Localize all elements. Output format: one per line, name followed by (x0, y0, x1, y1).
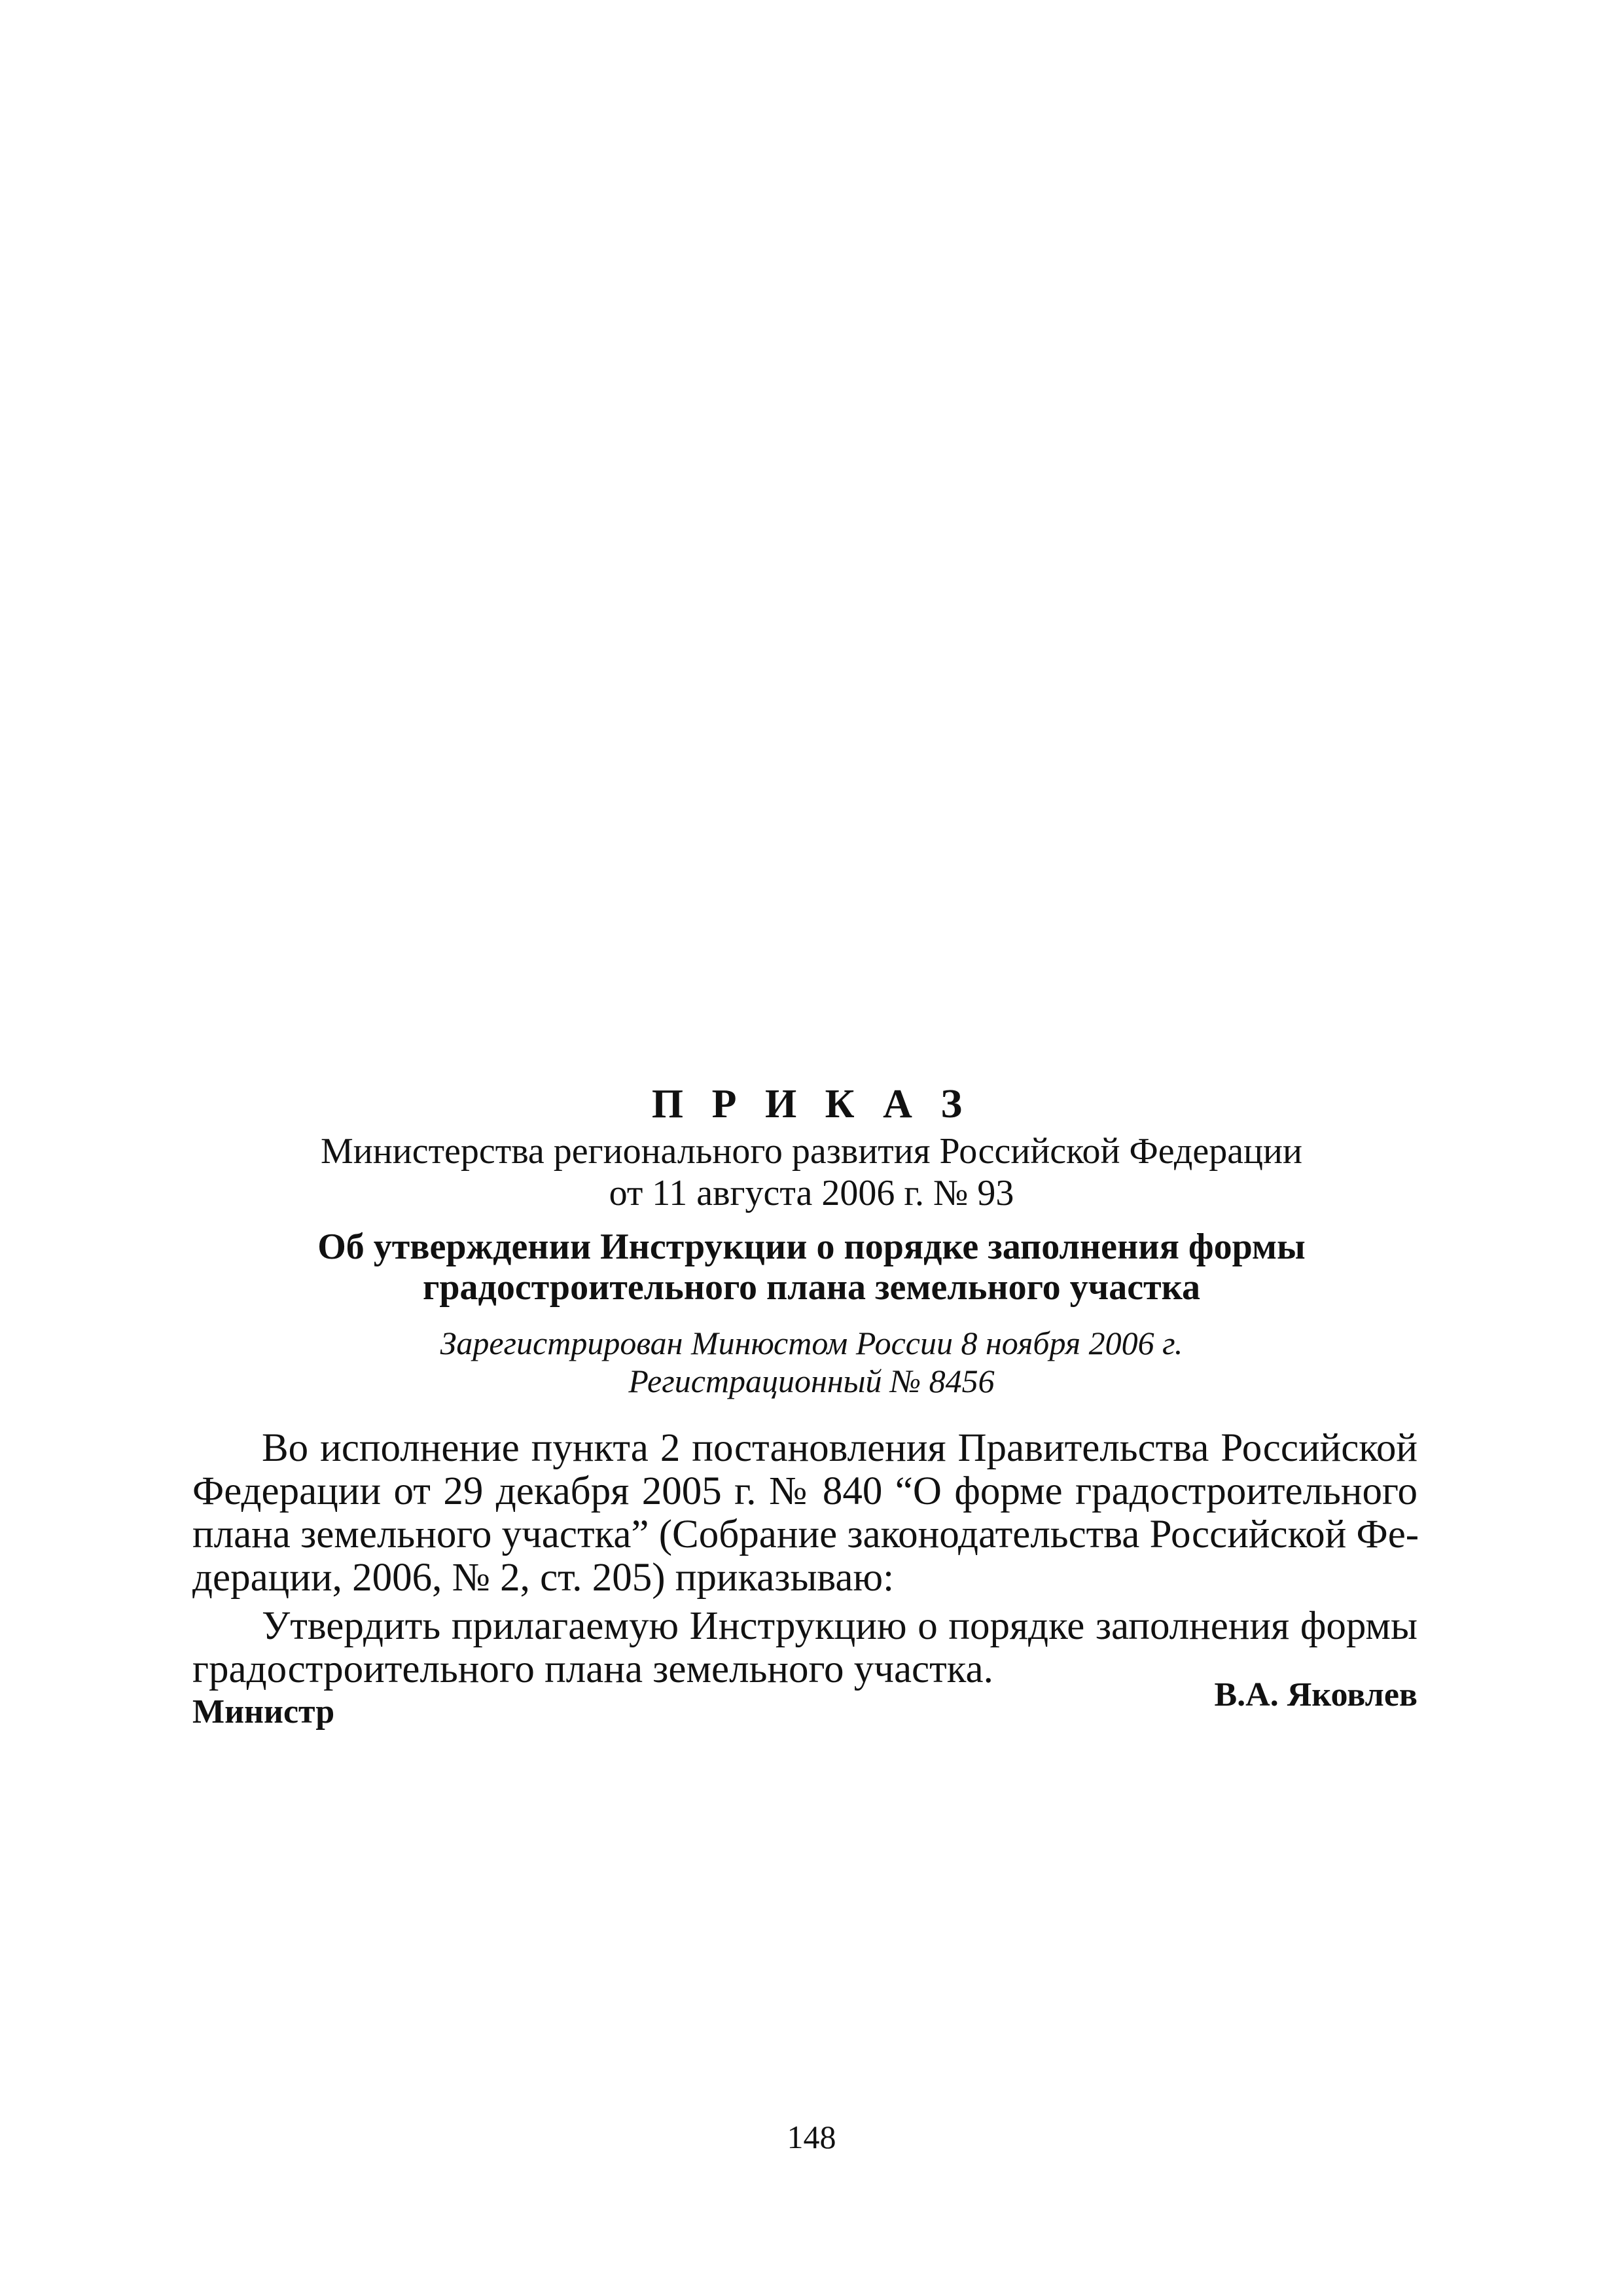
document-type-heading: П Р И К А З (651, 1082, 972, 1126)
paragraph-line: плана земельного участка” (Собрание законодательства Российской Фе- (192, 1513, 1419, 1556)
body-paragraph-preamble (192, 1427, 1418, 1600)
registration-line: Зарегистрирован Минюстом России 8 ноября 2006 г. (440, 1325, 1183, 1361)
registration-note (0, 1324, 1623, 1400)
paragraph-line: дерации, 2006, № 2, ст. 205) приказываю: (192, 1556, 895, 1600)
subject-line: градостроительного плана земельного участка (422, 1267, 1201, 1308)
signatory-name: В.А. Яковлев (1214, 1676, 1418, 1713)
paragraph-line: градостроительного плана земельного участка. (192, 1647, 993, 1691)
registration-line: Регистрационный № 8456 (628, 1363, 995, 1399)
paragraph-line: Федерации от 29 декабря 2005 г. № 840 “О форме градостроительного (192, 1469, 1418, 1513)
issuer-line: Министерства регионального развития Российской Федерации (321, 1131, 1302, 1172)
date-number-line: от 11 августа 2006 г. № 93 (609, 1173, 1014, 1213)
paragraph-line: Во исполнение пункта 2 постановления Правительства Российской (262, 1426, 1418, 1470)
page-number: 148 (787, 2119, 836, 2155)
paragraph-line: Утвердить прилагаемую Инструкцию о порядке заполнения формы (262, 1604, 1418, 1648)
document-subject (0, 1227, 1623, 1308)
signatory-title: Министр (192, 1693, 335, 1731)
subject-line: Об утверждении Инструкции о порядке заполнения формы (317, 1227, 1306, 1267)
